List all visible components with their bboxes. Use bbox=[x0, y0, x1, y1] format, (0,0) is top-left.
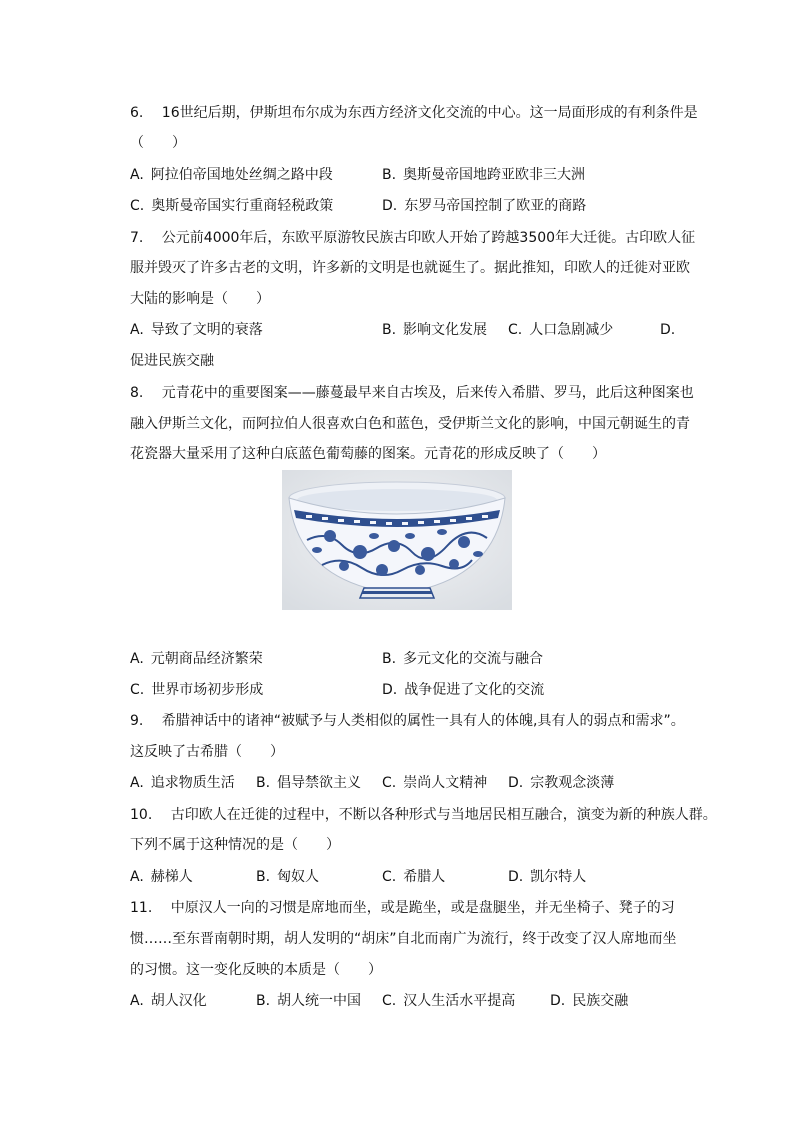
q9-option-b: B. 倡导禁欲主义 bbox=[256, 775, 362, 791]
q11-stem-line3: 的习惯。这一变化反映的本质是（ ） bbox=[130, 962, 382, 978]
q7-option-b: B. 影响文化发展 bbox=[382, 322, 488, 338]
q7-stem-line3: 大陆的影响是（ ） bbox=[130, 291, 270, 307]
q8-stem-line2: 融入伊斯兰文化，而阿拉伯人很喜欢白色和蓝色，受伊斯兰文化的影响，中国元朝诞生的青 bbox=[130, 416, 690, 432]
q8-option-a: A. 元朝商品经济繁荣 bbox=[130, 651, 263, 667]
q11-option-c: C. 汉人生活水平提高 bbox=[382, 993, 516, 1009]
q11-stem-line2: 惯……至东晋南朝时期，胡人发明的“胡床”自北而南广为流行，终于改变了汉人席地而坐 bbox=[130, 931, 677, 947]
q9-stem-line1: 9. 希腊神话中的诸神“被赋予与人类相似的属性一具有人的体魄,具有人的弱点和需求”。 bbox=[130, 713, 685, 729]
q10-option-b: B. 匈奴人 bbox=[256, 869, 320, 885]
q7-option-a: A. 导致了文明的衰落 bbox=[130, 322, 263, 338]
q7-stem-line1: 7. 公元前4000年后，东欧平原游牧民族古印欧人开始了跨越3500年大迁徙。古印欧人征 bbox=[130, 230, 696, 246]
q9-stem-line2: 这反映了古希腊（ ） bbox=[130, 744, 284, 760]
q7-option-d: D. bbox=[660, 322, 676, 338]
q8-option-c: C. 世界市场初步形成 bbox=[130, 682, 264, 698]
q10-stem-line2: 下列不属于这种情况的是（ ） bbox=[130, 837, 340, 853]
q8-stem-line3: 花瓷器大量采用了这种白底蓝色葡萄藤的图案。元青花的形成反映了（ ） bbox=[130, 446, 606, 462]
q6-option-b: B. 奥斯曼帝国地跨亚欧非三大洲 bbox=[382, 167, 586, 183]
q7-option-c: C. 人口急剧减少 bbox=[508, 322, 614, 338]
q9-option-c: C. 崇尚人文精神 bbox=[382, 775, 488, 791]
q11-option-a: A. 胡人汉化 bbox=[130, 993, 207, 1009]
q9-option-a: A. 追求物质生活 bbox=[130, 775, 235, 791]
q6-option-a: A. 阿拉伯帝国地处丝绸之路中段 bbox=[130, 167, 333, 183]
q10-option-c: C. 希腊人 bbox=[382, 869, 446, 885]
q7-option-d-text: 促进民族交融 bbox=[130, 353, 214, 369]
q10-option-a: A. 赫梯人 bbox=[130, 869, 193, 885]
porcelain-bowl-image bbox=[282, 470, 512, 610]
q11-option-d: D. 民族交融 bbox=[550, 993, 629, 1009]
q10-option-d: D. 凯尔特人 bbox=[508, 869, 587, 885]
q6-stem-line2: （ ） bbox=[130, 135, 186, 151]
q11-stem-line1: 11. 中原汉人一向的习惯是席地而坐，或是跪坐，或是盘腿坐，并无坐椅子、凳子的习 bbox=[130, 900, 675, 916]
q6-stem-line1: 6. 16世纪后期，伊斯坦布尔成为东西方经济文化交流的中心。这一局面形成的有利条件是 bbox=[130, 105, 698, 121]
q6-option-d: D. 东罗马帝国控制了欧亚的商路 bbox=[382, 198, 587, 214]
q6-option-c: C. 奥斯曼帝国实行重商轻税政策 bbox=[130, 198, 334, 214]
q9-option-d: D. 宗教观念淡薄 bbox=[508, 775, 615, 791]
q8-stem-line1: 8. 元青花中的重要图案——藤蔓最早来自古埃及，后来传入希腊、罗马，此后这种图案也 bbox=[130, 385, 694, 401]
q8-option-b: B. 多元文化的交流与融合 bbox=[382, 651, 544, 667]
q8-option-d: D. 战争促进了文化的交流 bbox=[382, 682, 545, 698]
q7-stem-line2: 服并毁灭了许多古老的文明，许多新的文明是也就诞生了。据此推知，印欧人的迁徙对亚欧 bbox=[130, 260, 690, 276]
q11-option-b: B. 胡人统一中国 bbox=[256, 993, 362, 1009]
q10-stem-line1: 10. 古印欧人在迁徙的过程中，不断以各种形式与当地居民相互融合，演变为新的种族人群。 bbox=[130, 807, 717, 823]
